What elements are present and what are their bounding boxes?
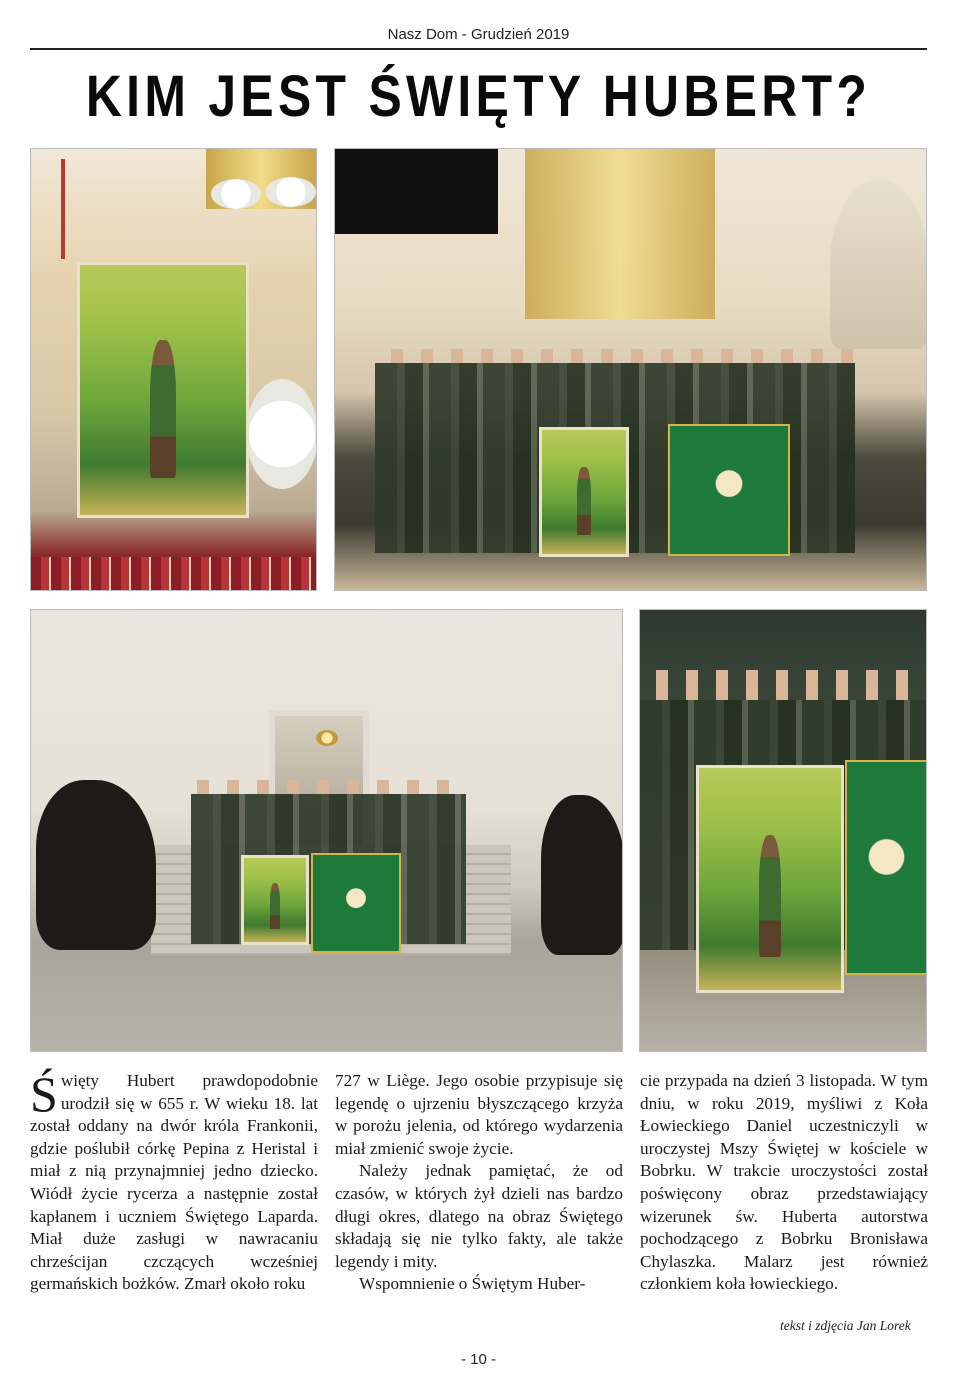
hunting-club-banner — [845, 760, 927, 975]
group-faces — [650, 670, 920, 700]
article-column-2 — [335, 1070, 623, 1296]
article-title: KIM JEST ŚWIĘTY HUBERT? — [85, 64, 872, 129]
saint-hubert-painting — [241, 855, 309, 945]
saint-hubert-painting — [539, 427, 629, 557]
column-2-paragraph-3: Wspomnienie o Świętym Huber- — [359, 1274, 586, 1294]
altar-cross — [61, 159, 65, 259]
flowers — [246, 379, 317, 489]
column-3-text: cie przypada na dzień 3 listopada. W tym dniu, w roku 2019, myśliwi z Koła Łowieckiego Daniel uczestniczyli w uroczystej Mszy Świętej w kościele w Bobrku. W trakcie uroczystości został poświęcony obraz przedstawiający wizerunek św. Huberta autorstwa pochodzącego z Bobrku Bronisława Chylaszka. Malarz jest również członkiem koła łowieckiego. — [640, 1071, 928, 1294]
article-column-3 — [640, 1070, 928, 1296]
saint-hubert-painting — [696, 765, 844, 993]
dropcap: Ś — [30, 1066, 58, 1122]
article-column-1 — [30, 1066, 318, 1296]
flowers — [266, 177, 316, 207]
column-2-paragraph-1: 727 w Liège. Jego osobie przypisuje się legendę o ujrzeniu błyszczącego krzyża w porożu jelenia, od którego wydarzenia miał zmienić swoje życie. — [335, 1071, 623, 1158]
pulpit — [830, 179, 927, 349]
saint-hubert-painting — [77, 262, 249, 518]
horse-left — [36, 780, 156, 950]
hunting-club-banner — [311, 853, 401, 953]
column-2-paragraph-2: Należy jednak pamiętać, że od czasów, w których żył dzieli nas bardzo długi okres, dlatego na obraz Świętego składają się nie tylko fakty, ale także legendy i mity. — [335, 1161, 623, 1271]
chandelier — [316, 730, 338, 746]
group-faces — [385, 349, 855, 363]
running-header: Nasz Dom - Grudzień 2019 — [387, 26, 570, 43]
photo-painting-at-altar — [30, 148, 317, 591]
flowers — [211, 179, 261, 209]
group-faces — [191, 780, 461, 794]
photo-hunters-closeup — [639, 609, 927, 1052]
tv-screen — [335, 149, 498, 234]
page-number: - 10 - — [460, 1351, 496, 1368]
horse-right — [541, 795, 623, 955]
main-altar — [525, 149, 715, 319]
photo-group-outside-church — [30, 609, 623, 1052]
header-rule — [30, 48, 927, 50]
photo-credit: tekst i zdjęcia Jan Lorek — [780, 1318, 911, 1333]
carpet — [31, 557, 317, 591]
column-1-text: więty Hubert prawdopodobnie urodził się w 655 r. W wieku 18. lat został oddany na dwór króla Frankonii, gdzie poślubił córkę Pepina z Heristal i miał z nią przynajmniej jedno dziecko. Wiódł życie rycerza a następnie został kapłanem i uczniem Świętego Laparda. Miał duże zasługi w nawracaniu chrześcijan czczących wcześniej germańskich bożków. Zmarł około roku — [30, 1071, 318, 1294]
hunting-club-banner — [668, 424, 790, 556]
photo-group-in-church — [334, 148, 927, 591]
